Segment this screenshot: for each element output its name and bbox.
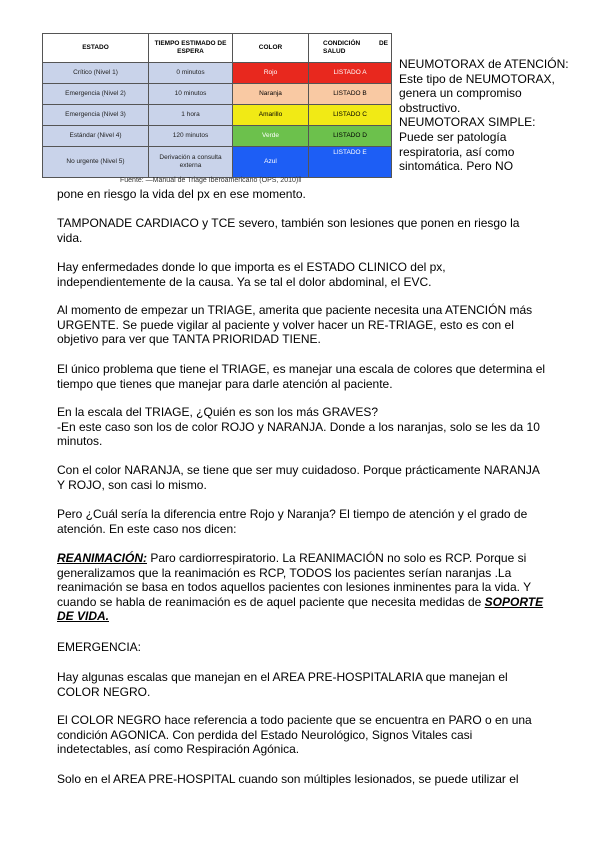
cell-estado: Emergencia (Nivel 2) xyxy=(43,84,149,105)
table-row xyxy=(43,63,392,84)
cell-condicion: LISTADO B xyxy=(309,84,392,105)
cell-tiempo: Derivación a consulta externa xyxy=(149,147,233,178)
header-color: COLOR xyxy=(233,34,309,63)
side-text xyxy=(399,57,569,174)
cell-color: Rojo xyxy=(233,63,309,84)
paragraph-answer: -En este caso son los de color ROJO y NARANJA. Donde a los naranjas, solo se les da 10 minutos. xyxy=(57,419,540,449)
table-row xyxy=(43,105,392,126)
cell-color: Amarillo xyxy=(233,105,309,126)
side-paragraph-2: NEUMOTORAX SIMPLE: Puede ser patología respiratoria, así como sintomática. Pero NO xyxy=(399,115,536,174)
cell-estado: Estándar (Nivel 4) xyxy=(43,126,149,147)
cell-tiempo: 10 minutos xyxy=(149,84,233,105)
cell-color: Azul xyxy=(233,147,309,178)
cell-tiempo: 0 minutos xyxy=(149,63,233,84)
header-condicion xyxy=(309,34,392,63)
paragraph-reanimacion xyxy=(57,551,547,624)
paragraph-question: En la escala del TRIAGE, ¿Quién es son los más GRAVES? xyxy=(57,405,379,419)
table-header-row xyxy=(43,34,392,63)
paragraph: pone en riesgo la vida del px en ese momento. xyxy=(57,187,306,201)
header-de-label: DE xyxy=(378,40,388,47)
paragraph: Hay enfermedades donde lo que importa es el ESTADO CLINICO del px, independientemente de la causa. Ya se tal el dolor abdominal, el EVC. xyxy=(57,260,446,289)
table-row xyxy=(43,147,392,178)
triage-table xyxy=(42,33,392,178)
table-row xyxy=(43,84,392,105)
soporte-vida-heading: SOPORTE DE VIDA. xyxy=(57,594,544,624)
paragraph: El único problema que tiene el TRIAGE, es manejar una escala de colores que determina el tiempo que tienes que manejar para darle atención al paciente. xyxy=(57,362,546,391)
cell-estado: Crítico (Nivel 1) xyxy=(43,63,149,84)
paragraph-emergencia: EMERGENCIA: xyxy=(57,640,142,654)
cell-condicion: LISTADO E xyxy=(309,147,392,178)
table-row xyxy=(43,126,392,147)
side-paragraph-1: NEUMOTORAX de ATENCIÓN: Este tipo de NEUMOTORAX, genera un compromiso obstructivo. xyxy=(399,57,569,115)
cell-tiempo: 120 minutos xyxy=(149,126,233,147)
paragraph: Pero ¿Cuál sería la diferencia entre Rojo y Naranja? El tiempo de atención y el grado de atención. En este caso nos dicen: xyxy=(57,507,528,536)
paragraph: Al momento de empezar un TRIAGE, amerita que paciente necesita una ATENCIÓN más URGENTE. Se puede vigilar al paciente y volver hacer un RE-TRIAGE, esto es con el objetivo para ver que TANTA PRIORIDAD TIENE. xyxy=(57,303,533,347)
paragraph: El COLOR NEGRO hace referencia a todo paciente que se encuentra en PARO o en una condición AGONICA. Con perdida del Estado Neurológico, Signos Vitales casi indetectables, así como Respiración Agónica. xyxy=(57,713,532,757)
cell-color: Naranja xyxy=(233,84,309,105)
header-estado: ESTADO xyxy=(43,34,149,63)
paragraph: Con el color NARANJA, se tiene que ser muy cuidadoso. Porque prácticamente NARANJA Y ROJO, son casi lo mismo. xyxy=(57,463,540,492)
header-tiempo: TIEMPO ESTIMADO DE ESPERA xyxy=(149,34,233,63)
paragraph-group xyxy=(57,405,547,449)
cell-estado: Emergencia (Nivel 3) xyxy=(43,105,149,126)
cell-condicion: LISTADO C xyxy=(309,105,392,126)
reanimacion-body: Paro cardiorrespiratorio. La REANIMACIÓN no solo es RCP. Porque si generalizamos que la reanimación es RCP, TODOS los pacientes serían naranjas .La reanimación se basa en todos aquellos pacientes con lesiones inminentes para la vida. Y cuando se habla de reanimación es de aquel paciente que necesita medidas de xyxy=(57,551,531,609)
cell-condicion: LISTADO A xyxy=(309,63,392,84)
reanimacion-heading: REANIMACIÓN: xyxy=(57,551,147,565)
header-condicion-label: CONDICIÓN xyxy=(323,40,361,47)
header-salud-label: SALUD xyxy=(323,48,346,55)
paragraph: Solo en el AREA PRE-HOSPITAL cuando son múltiples lesionados, se puede utilizar el xyxy=(57,772,519,786)
cell-color: Verde xyxy=(233,126,309,147)
paragraph: TAMPONADE CARDIACO y TCE severo, también son lesiones que ponen en riesgo la vida. xyxy=(57,216,520,245)
cell-estado: No urgente (Nivel 5) xyxy=(43,147,149,178)
cell-condicion: LISTADO D xyxy=(309,126,392,147)
paragraph: Hay algunas escalas que manejan en el AREA PRE-HOSPITALARIA que manejan el COLOR NEGRO. xyxy=(57,670,508,699)
table-caption: Fuente: ―Manual de Triage Iberoamericano (OPS, 2010)‖ xyxy=(120,177,302,184)
cell-tiempo: 1 hora xyxy=(149,105,233,126)
